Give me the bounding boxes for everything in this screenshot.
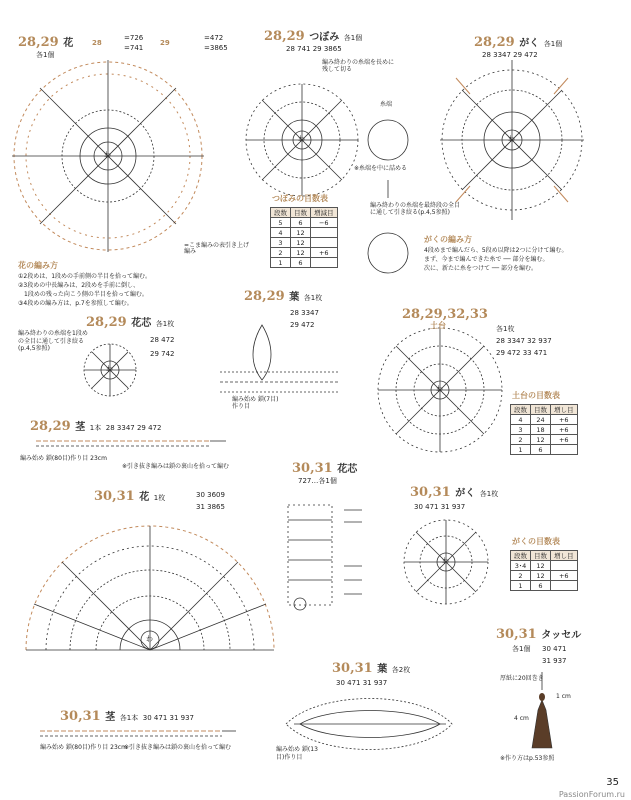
stem-2829-start: 編み始め 鎖(80目)作り目 23cm: [20, 455, 107, 462]
stem-2829-title: 28,29 茎 1本 28 3347 29 472: [30, 419, 162, 434]
ring-label: わ: [508, 135, 515, 143]
table-cell: 12: [291, 228, 311, 238]
table-cell: 24: [531, 415, 551, 425]
table-row: [511, 571, 578, 581]
calyx-3031-table: [510, 550, 578, 591]
tassel-yarn: 30 471: [542, 645, 567, 653]
bud-2829-yarns: 28 741 29 3865: [286, 45, 342, 53]
table-row: [511, 435, 578, 445]
table-header: 段数: [511, 551, 531, 561]
table-header: 目数: [531, 551, 551, 561]
table-header-row: [511, 551, 578, 561]
center-3031-sub: 727…各1個: [298, 477, 337, 485]
flower-2829-yarn-a-color-2: =741: [124, 44, 144, 52]
flower-3031-diagram: [26, 526, 274, 650]
calyx-3031-title: 30,31 がく 各1枚: [410, 485, 499, 500]
ring-label: わ: [436, 385, 443, 393]
calyx-2829-method-line: 次に、新たに糸をつけて ── 部分を編む。: [424, 265, 538, 272]
bud-2829-note-gather: 編み終わりの糸端を最終段の全目に通して引き絞る(p.4,5参照): [370, 202, 461, 217]
table-header: 増減目: [311, 208, 338, 218]
flower-2829-method-title: 花の編み方: [18, 261, 58, 270]
table-header-row: [511, 405, 578, 415]
calyx-2829-method-line: 4段めまで編んだら、5段め以降は2つに分けて編む。: [424, 247, 568, 254]
table-cell: 3: [511, 425, 531, 435]
table-cell: +6: [311, 248, 338, 258]
table-cell: 1: [511, 445, 531, 455]
leaf-2829-yarn: 28 3347: [290, 309, 319, 317]
table-cell: +6: [551, 425, 578, 435]
tassel-drawing: [532, 672, 552, 748]
center-3031-title: 30,31 花芯: [292, 461, 358, 476]
bud-2829-note-end: 編み終わりの糸端を長めに残して切る: [322, 59, 395, 74]
calyx-2829-yarns: 28 3347 29 472: [482, 51, 538, 59]
table-row: [271, 238, 338, 248]
table-cell: 6: [291, 218, 311, 228]
stem-2829-diagram: [36, 441, 226, 446]
center-2829-yarn: 28 472: [150, 336, 175, 344]
flower-2829-yarn-b-color-1: =472: [204, 34, 224, 42]
table-cell: 18: [531, 425, 551, 435]
calyx-2829-method-title: がくの編み方: [424, 235, 472, 244]
leaf-3031-yarns: 30 471 31 937: [336, 679, 388, 687]
table-row: [511, 425, 578, 435]
base-yarn: 28 3347 32 937: [496, 337, 552, 345]
table-cell: [311, 258, 338, 268]
flower-2829-method-line: 1段めの残った向こう側の半目を拾って編む。: [18, 291, 148, 298]
table-cell: −6: [311, 218, 338, 228]
table-header: 目数: [291, 208, 311, 218]
table-row: [511, 445, 578, 455]
base-table-title: 土台の目数表: [512, 391, 560, 400]
table-cell: 12: [531, 571, 551, 581]
center-2829-yarn: 29 742: [150, 350, 175, 358]
table-cell: +6: [551, 415, 578, 425]
tassel-yarn: 31 937: [542, 657, 567, 665]
base-label: 土台: [430, 321, 446, 330]
flower-2829-method-line: ①2段めは、1段めの手前側の半目を拾って編む。: [18, 273, 152, 280]
watermark: PassionForum.ru: [558, 790, 625, 799]
table-cell: 6: [531, 581, 551, 591]
flower-3031-yarn: 31 3865: [196, 503, 225, 511]
table-row: [511, 561, 578, 571]
flower-2829-method-line: ②3段めの中長編みは、2段めを手前に倒し、: [18, 282, 140, 289]
table-row: [271, 258, 338, 268]
calyx-3031-table-title: がくの目数表: [512, 537, 560, 546]
flower-2829-method-line: ③4段めの編み方は、p.7を参照して編む。: [18, 300, 133, 307]
table-header: 増し目: [551, 551, 578, 561]
table-header: 増し目: [551, 405, 578, 415]
flower-2829-count: 各1個: [36, 51, 55, 59]
tassel-count: 各1個: [512, 645, 531, 653]
table-cell: 1: [511, 581, 531, 591]
bud-2829-note-tail: 糸端: [380, 101, 393, 108]
table-cell: 12: [531, 561, 551, 571]
ring-label: わ: [146, 635, 153, 643]
stem-3031-title: 30,31 茎 各1本 30 471 31 937: [60, 709, 194, 724]
table-cell: [311, 228, 338, 238]
bud-2829-table-title: つぼみの目数表: [272, 194, 328, 203]
table-header-row: [271, 208, 338, 218]
ring-label: わ: [106, 365, 113, 373]
table-cell: [551, 445, 578, 455]
base-table: [510, 404, 578, 455]
leaf-3031-title: 30,31 葉 各2枚: [332, 661, 411, 676]
flower-2829-legend: =こま編みの表引き上げ編み: [184, 242, 250, 255]
calyx-2829-title: 28,29 がく 各1個: [474, 35, 563, 50]
table-row: [271, 218, 338, 228]
leaf-2829-start: 編み始め 鎖(7目)作り目: [232, 396, 279, 411]
base-yarn: 29 472 33 471: [496, 349, 548, 357]
table-cell: 3: [271, 238, 291, 248]
ring-label: わ: [104, 151, 111, 159]
table-header: 段数: [271, 208, 291, 218]
table-cell: 4: [511, 415, 531, 425]
table-header: 目数: [531, 405, 551, 415]
flower-2829-yarn-a-color-1: =726: [124, 34, 144, 42]
stem-3031-start: 編み始め 鎖(80目)作り目 23cm: [40, 744, 127, 751]
table-cell: 3･4: [511, 561, 531, 571]
center-2829-note: 編み終わりの糸端を1段めの全目に通して引き絞る(p.4,5参照): [18, 330, 88, 352]
leaf-2829-yarn: 29 472: [290, 321, 315, 329]
leaf-3031-start: 編み始め 鎖(13目)作り目: [276, 746, 318, 761]
stem-3031-note: ※引き抜き編みは鎖の裏山を拾って編む: [124, 744, 232, 751]
table-cell: 6: [531, 445, 551, 455]
table-cell: 1: [271, 258, 291, 268]
flower-2829-title: 28,29 花: [18, 35, 74, 50]
table-cell: +6: [551, 571, 578, 581]
table-cell: 12: [291, 238, 311, 248]
calyx-2829-method-line: まず、今まで編んできた糸で ── 部分を編む。: [424, 256, 549, 263]
bud-2829-table: [270, 207, 338, 268]
flower-2829-yarn-b-color-2: =3865: [204, 44, 228, 52]
table-cell: 12: [531, 435, 551, 445]
base-title: 28,29,32,33: [402, 307, 488, 322]
flower-2829-yarn-a-no: 28: [92, 39, 102, 47]
table-cell: [551, 561, 578, 571]
flower-3031-title: 30,31 花 1枚: [94, 489, 166, 504]
table-cell: [311, 238, 338, 248]
stem-3031-diagram: [40, 731, 236, 736]
base-count: 各1枚: [496, 325, 515, 333]
flower-3031-yarn: 30 3609: [196, 491, 225, 499]
tassel-dim-2: 4 cm: [514, 715, 529, 722]
tassel-card: 厚紙に20回巻き: [500, 675, 544, 682]
table-cell: 2: [511, 571, 531, 581]
table-cell: 12: [291, 248, 311, 258]
tassel-title: 30,31 タッセル: [496, 627, 582, 642]
stem-2829-note: ※引き抜き編みは鎖の裏山を拾って編む: [122, 463, 230, 470]
table-cell: 2: [271, 248, 291, 258]
table-cell: 4: [271, 228, 291, 238]
tassel-note: ※作り方はp.53参照: [500, 755, 555, 762]
table-row: [271, 228, 338, 238]
leaf-2829-diagram: [220, 325, 340, 392]
tassel-dim-1: 1 cm: [556, 693, 571, 700]
bud-2829-title: 28,29 つぼみ 各1個: [264, 29, 363, 44]
calyx-3031-yarns: 30 471 31 937: [414, 503, 466, 511]
center-2829-title: 28,29 花芯 各1枚: [86, 315, 175, 330]
leaf-2829-title: 28,29 葉 各1枚: [244, 289, 323, 304]
table-header: 段数: [511, 405, 531, 415]
table-row: [271, 248, 338, 258]
table-cell: 6: [291, 258, 311, 268]
table-cell: [551, 581, 578, 591]
page-number: 35: [606, 777, 619, 788]
table-cell: 5: [271, 218, 291, 228]
ring-label: わ: [442, 557, 449, 565]
leaf-3031-diagram: [286, 699, 452, 750]
table-row: [511, 415, 578, 425]
table-cell: 2: [511, 435, 531, 445]
ring-label: わ: [298, 135, 305, 143]
table-cell: +6: [551, 435, 578, 445]
flower-2829-yarn-b-no: 29: [160, 39, 170, 47]
table-row: [511, 581, 578, 591]
center-3031-diagram: [288, 505, 362, 610]
bud-2829-note-stuff: ※糸端を中に詰める: [354, 165, 408, 172]
